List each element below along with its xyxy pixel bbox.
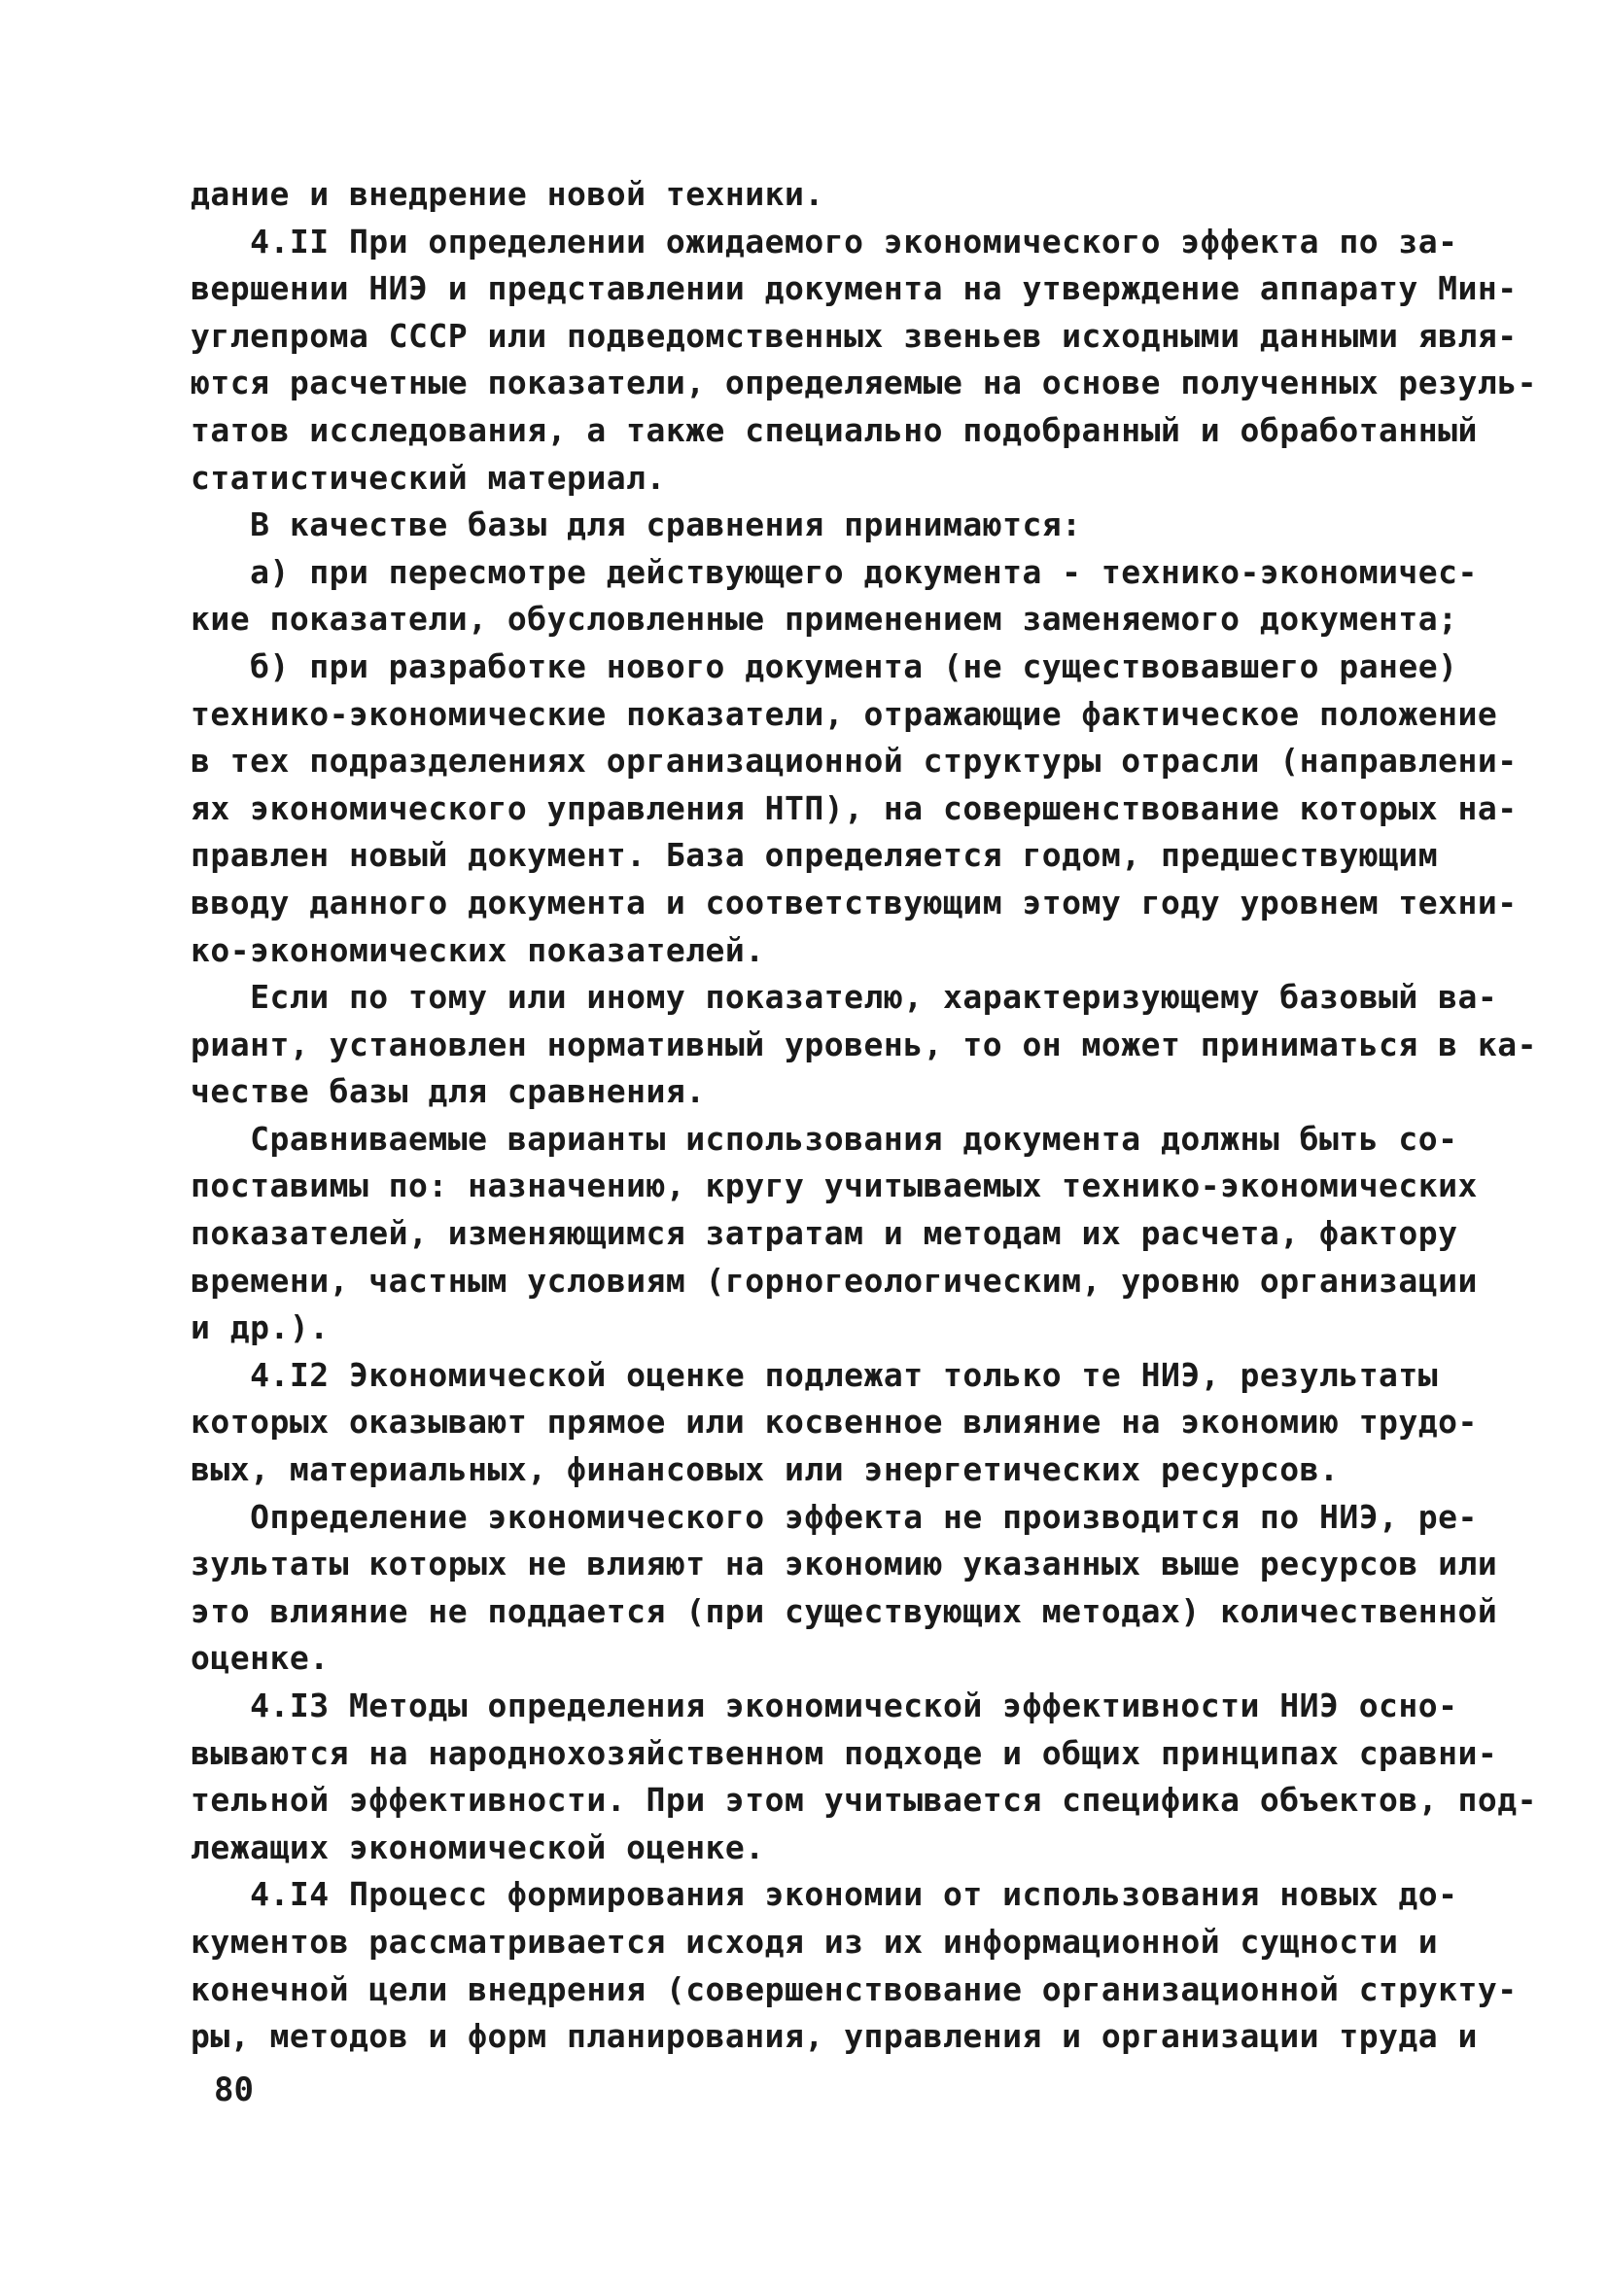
text-line: дание и внедрение новой техники. xyxy=(191,175,824,213)
text-line: статистический материал. xyxy=(191,458,666,497)
text-line: Определение экономического эффекта не производится по НИЭ, ре- xyxy=(191,1497,1478,1536)
text-line: кументов рассматривается исходя из их информационной сущности и xyxy=(191,1922,1439,1961)
text-line: вершении НИЭ и представлении документа на утверждение аппарату Мин- xyxy=(191,269,1518,308)
text-line: это влияние не поддается (при существующих методах) количественной xyxy=(191,1591,1498,1630)
text-line: лежащих экономической оценке. xyxy=(191,1827,765,1866)
text-line: и др.). xyxy=(191,1308,330,1347)
text-line: поставимы по: назначению, кругу учитываемых технико-экономических xyxy=(191,1166,1478,1205)
text-line: ры, методов и форм планирования, управления и организации труда и xyxy=(191,2017,1478,2056)
text-line: а) при пересмотре действующего документа - технико-экономичес- xyxy=(191,552,1478,591)
text-line: правлен новый документ. База определяется годом, предшествующим xyxy=(191,836,1439,875)
text-line: зультаты которых не влияют на экономию указанных выше ресурсов или xyxy=(191,1545,1498,1583)
text-line: оценке. xyxy=(191,1639,330,1678)
text-line: ются расчетные показатели, определяемые на основе полученных резуль- xyxy=(191,364,1538,402)
text-line: вых, материальных, финансовых или энергетических ресурсов. xyxy=(191,1450,1340,1489)
text-line: 4.I3 Методы определения экономической эффективности НИЭ осно- xyxy=(191,1687,1458,1724)
text-line: вываются на народнохозяйственном подходе и общих принципах сравни- xyxy=(191,1733,1498,1772)
text-line: времени, частным условиям (горногеологическим, уровню организации xyxy=(191,1261,1478,1300)
text-line: В качестве базы для сравнения принимаются: xyxy=(191,505,1082,544)
text-line: 4.II При определении ожидаемого экономического эффекта по за- xyxy=(191,222,1458,261)
text-line: ях экономического управления НТП), на совершенствование которых на- xyxy=(191,788,1518,827)
text-line: кие показатели, обусловленные применением заменяемого документа; xyxy=(191,600,1458,639)
text-line: 4.I2 Экономической оценке подлежат только те НИЭ, результаты xyxy=(191,1355,1439,1394)
text-line: 4.I4 Процесс формирования экономии от использования новых до- xyxy=(191,1875,1458,1914)
text-line: честве базы для сравнения. xyxy=(191,1072,706,1111)
page-number: 80 xyxy=(214,2070,254,2109)
text-line: технико-экономические показатели, отражающие фактическое положение xyxy=(191,694,1498,733)
text-line: тельной эффективности. При этом учитывается специфика объектов, под- xyxy=(191,1781,1538,1820)
text-line: которых оказывают прямое или косвенное влияние на экономию трудо- xyxy=(191,1403,1478,1442)
text-line: татов исследования, а также специально подобранный и обработанный xyxy=(191,410,1478,449)
text-line: Сравниваемые варианты использования документа должны быть со- xyxy=(191,1119,1458,1158)
document-body xyxy=(191,171,1538,2061)
text-line: конечной цели внедрения (совершенствование организационной структу- xyxy=(191,1969,1518,2008)
text-line: ко-экономических показателей. xyxy=(191,930,765,969)
text-line: углепрома СССР или подведомственных звеньев исходными данными явля- xyxy=(191,316,1518,355)
text-line: б) при разработке нового документа (не существовавшего ранее) xyxy=(191,646,1458,685)
text-line: риант, установлен нормативный уровень, то он может приниматься в ка- xyxy=(191,1025,1538,1063)
text-line: в тех подразделениях организационной структуры отрасли (направлени- xyxy=(191,742,1518,781)
text-line: вводу данного документа и соответствующим этому году уровнем техни- xyxy=(191,883,1518,922)
text-line: показателей, изменяющимся затратам и методам их расчета, фактору xyxy=(191,1214,1458,1253)
text-line: Если по тому или иному показателю, характеризующему базовый ва- xyxy=(191,978,1498,1017)
